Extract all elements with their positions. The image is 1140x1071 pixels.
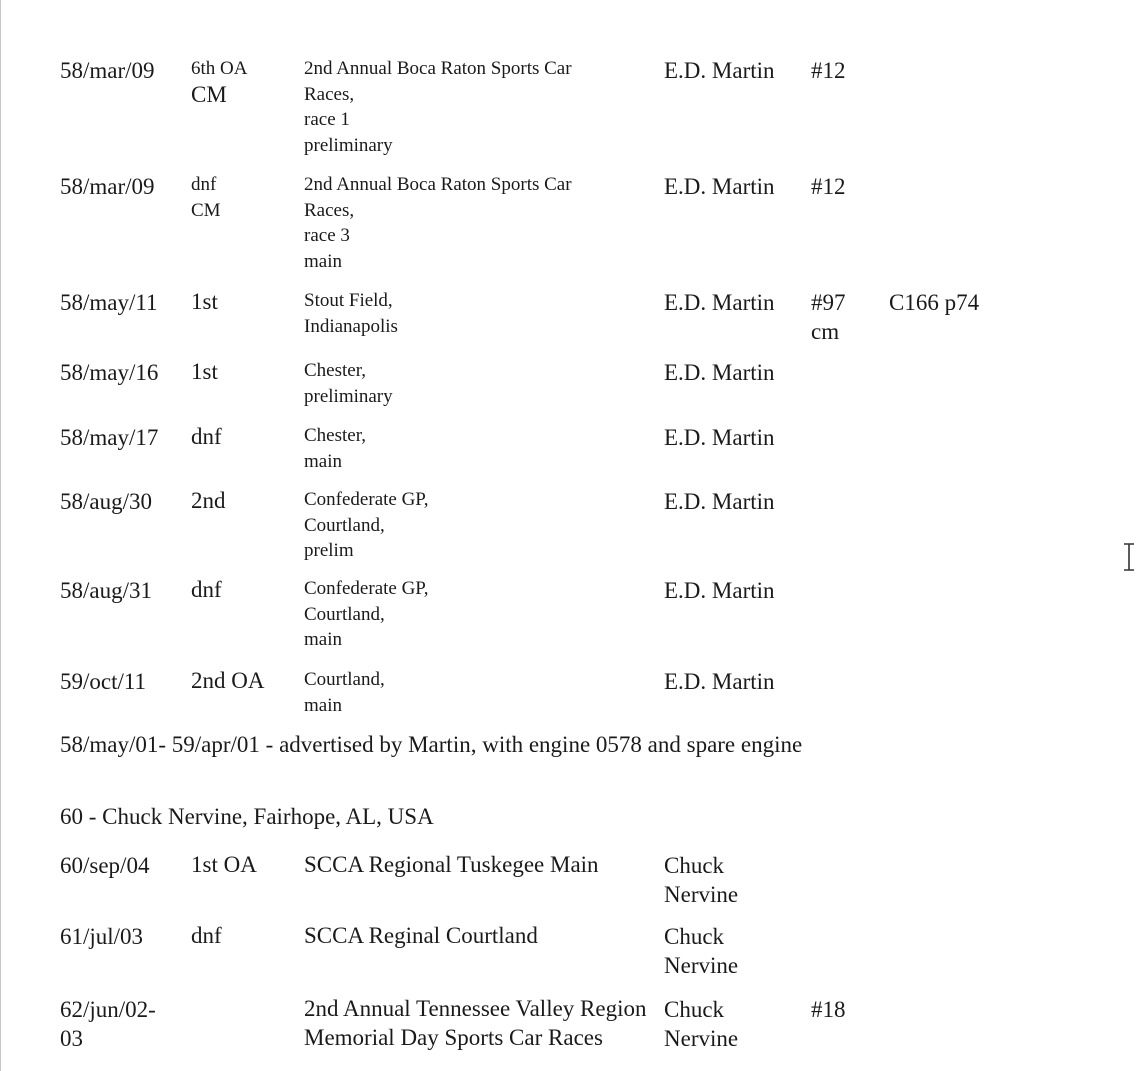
race-number: #12 (811, 174, 846, 199)
table-row (60, 56, 1120, 172)
race-position: dnf (191, 424, 222, 449)
event-line: Races, (304, 199, 355, 221)
race-driver: E.D. Martin (664, 489, 775, 514)
table-row (60, 487, 1120, 576)
race-event (304, 487, 664, 564)
race-driver: E.D. Martin (664, 174, 775, 199)
race-date: 61/jul/03 (60, 924, 144, 949)
event-line: Chester, (304, 360, 367, 381)
race-date: 59/oct/11 (60, 669, 147, 694)
race-date: 58/mar/09 (60, 174, 155, 199)
table-row (60, 851, 1120, 922)
table-row (60, 922, 1120, 995)
table-row (60, 423, 1120, 487)
event-line: Stout Field, (304, 290, 393, 311)
class-line: CM (191, 81, 227, 107)
race-position: 1st (191, 289, 218, 314)
event-line: Courtland, (304, 514, 385, 536)
race-driver: Chuck Nervine (664, 853, 739, 907)
race-driver: E.D. Martin (664, 669, 775, 694)
race-position: 1st OA (191, 852, 257, 877)
table-row (60, 288, 1120, 358)
table-row (60, 667, 1120, 730)
position-line: 6th OA (191, 58, 248, 79)
race-date: 58/may/11 (60, 290, 158, 315)
race-position (191, 56, 304, 108)
event-line: preliminary (304, 385, 393, 407)
race-event (304, 172, 664, 274)
event-line: race 3 (304, 225, 350, 246)
document-body (60, 56, 1120, 1071)
race-event (304, 288, 664, 339)
race-date: 58/aug/31 (60, 578, 152, 603)
position-line: dnf (191, 174, 217, 195)
race-event: SCCA Regional Tuskegee Main (304, 852, 599, 877)
race-event (304, 576, 664, 653)
race-date: 58/may/16 (60, 360, 159, 385)
event-line: Courtland, (304, 669, 385, 690)
event-line: Confederate GP, (304, 489, 429, 510)
race-event (304, 56, 664, 158)
owner-paragraph: 60 - Chuck Nervine, Fairhope, AL, USA (60, 804, 434, 829)
event-line: Confederate GP, (304, 578, 429, 599)
race-number: #18 (811, 997, 846, 1022)
race-reference: C166 p74 (889, 290, 980, 315)
race-driver: Chuck Nervine (664, 997, 739, 1051)
race-driver: Chuck Nervine (664, 924, 739, 978)
event-line: preliminary (304, 134, 393, 156)
race-event: 2nd Annual Tennessee Valley Region Memorial Day Sports Car Races (304, 996, 647, 1050)
event-line: 2nd Annual Boca Raton Sports Car (304, 58, 572, 79)
event-line: Courtland, (304, 603, 385, 625)
race-event (304, 423, 664, 474)
race-driver: E.D. Martin (664, 578, 775, 603)
race-number: #12 (811, 58, 846, 83)
number-suffix: cm (811, 319, 840, 344)
table-row (60, 172, 1120, 288)
race-position: 2nd OA (191, 668, 265, 693)
table-row (60, 995, 1120, 1071)
race-date: 60/sep/04 (60, 853, 150, 878)
number-line: #97 (811, 290, 846, 315)
race-date: 58/mar/09 (60, 58, 155, 83)
race-position: dnf (191, 577, 222, 602)
race-date: 58/aug/30 (60, 489, 152, 514)
race-event (304, 358, 664, 409)
event-line: 2nd Annual Boca Raton Sports Car (304, 174, 572, 195)
race-driver: E.D. Martin (664, 360, 775, 385)
race-position: dnf (191, 923, 222, 948)
race-driver: E.D. Martin (664, 58, 775, 83)
class-line: CM (191, 199, 221, 221)
event-line: prelim (304, 540, 354, 561)
text-cursor-icon (1120, 542, 1138, 572)
event-line: Chester, (304, 425, 367, 446)
event-line: main (304, 250, 342, 272)
table-row (60, 358, 1120, 423)
race-number (811, 288, 889, 346)
event-line: race 1 (304, 109, 350, 130)
race-driver: E.D. Martin (664, 425, 775, 450)
event-line: Races, (304, 83, 355, 105)
event-line: main (304, 629, 342, 650)
event-line: main (304, 450, 342, 472)
race-event: SCCA Reginal Courtland (304, 923, 538, 948)
race-event (304, 667, 664, 718)
table-row (60, 576, 1120, 667)
race-position: 1st (191, 359, 218, 384)
advert-paragraph: 58/may/01- 59/apr/01 - advertised by Martin, with engine 0578 and spare engine (60, 732, 803, 757)
race-date: 58/may/17 (60, 425, 159, 450)
race-position: 2nd (191, 488, 226, 513)
race-driver: E.D. Martin (664, 290, 775, 315)
event-line: main (304, 694, 342, 716)
page-edge (0, 0, 1, 1071)
race-date: 62/jun/02-03 (60, 997, 156, 1051)
event-line: Indianapolis (304, 315, 398, 337)
race-position (191, 172, 304, 223)
